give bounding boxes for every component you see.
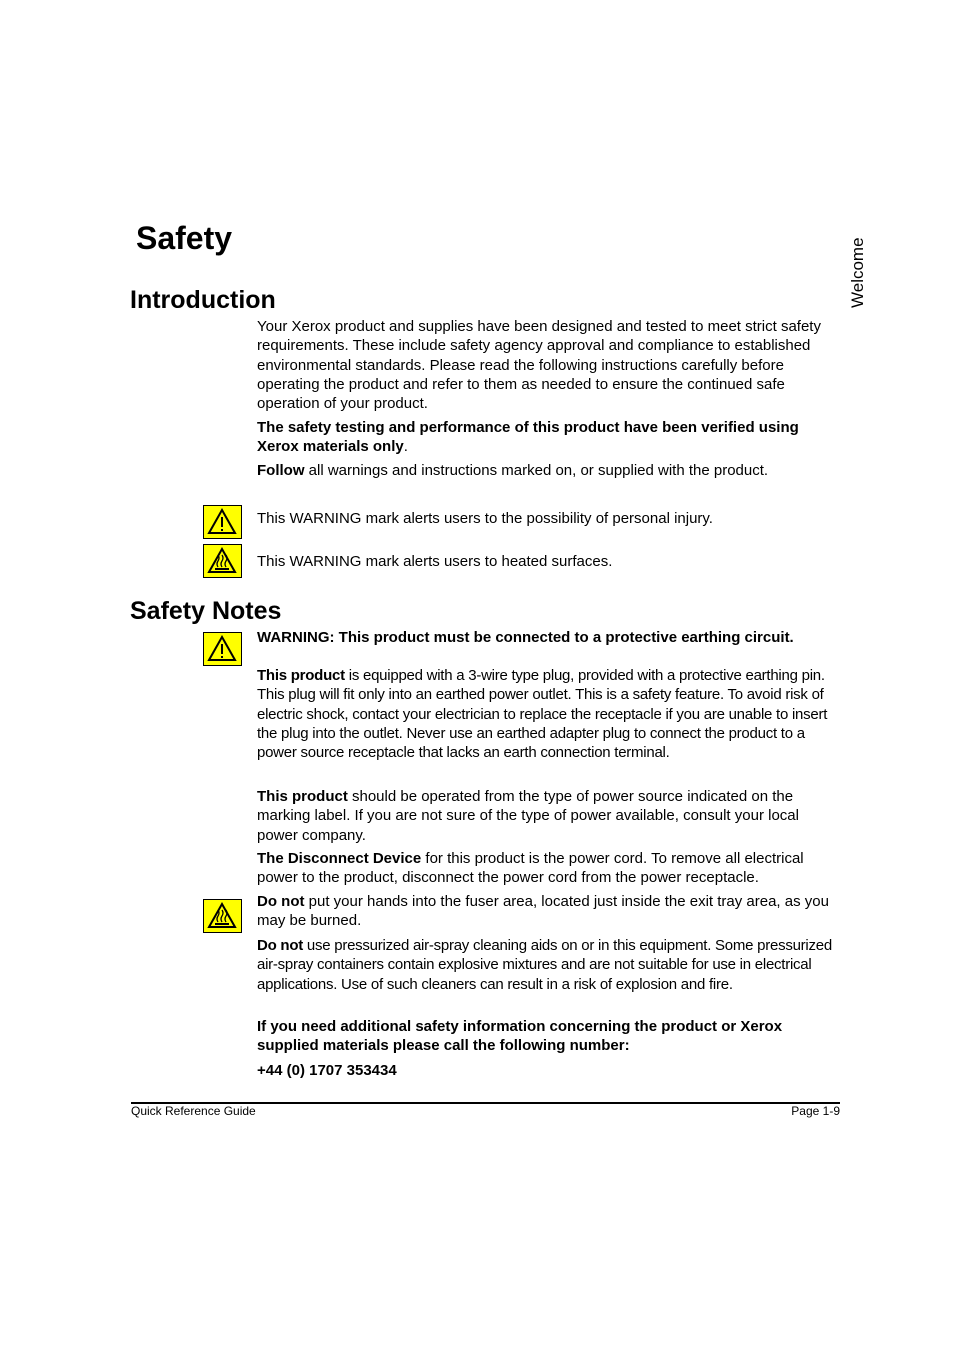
air-spray-paragraph xyxy=(257,936,839,994)
power-source-label: This product xyxy=(257,788,348,805)
phone-number: +44 (0) 1707 353434 xyxy=(257,1062,397,1079)
page-title: Safety xyxy=(136,220,233,256)
hot-surface-icon xyxy=(203,899,242,933)
disconnect-text: for this product is the power cord. To remove all electrical power to the product, disconnect the power cord from the power receptacle. xyxy=(257,850,804,887)
verified-materials-period: . xyxy=(403,438,408,456)
disconnect-paragraph xyxy=(257,849,839,888)
warning-triangle-icon xyxy=(203,505,242,539)
air-spray-text: use pressurized air-spray cleaning aids on or in this equipment. Some pressurized air-spray containers contain explosive mixtures and are not suitable for use in electrical applications. Use of such cleaners can result in a risk of explosion and fire. xyxy=(257,937,832,993)
hot-surface-icon xyxy=(203,544,242,578)
introduction-heading: Introduction xyxy=(130,286,276,314)
fuser-text: put your hands into the fuser area, located just inside the exit tray area, as you may be burned. xyxy=(257,893,829,930)
plug-paragraph xyxy=(257,666,839,762)
fuser-label: Do not xyxy=(257,893,305,910)
plug-label: This product xyxy=(257,667,345,684)
disconnect-label: The Disconnect Device xyxy=(257,850,422,867)
fuser-paragraph xyxy=(257,892,839,931)
follow-warnings-paragraph xyxy=(257,461,839,480)
power-source-text: should be operated from the type of power source indicated on the marking label. If you are not sure of the type of power available, consult your local power company. xyxy=(257,788,799,844)
warning-triangle-icon xyxy=(203,632,242,666)
heat-warning-text: This WARNING mark alerts users to heated surfaces. xyxy=(257,553,613,570)
verified-materials-paragraph xyxy=(257,418,839,457)
general-warning-text: This WARNING mark alerts users to the possibility of personal injury. xyxy=(257,510,713,527)
verified-materials-text: The safety testing and performance of this product have been verified using Xerox materials only xyxy=(257,419,799,456)
follow-text: all warnings and instructions marked on, or supplied with the product. xyxy=(304,462,769,479)
footer-page-number: Page 1-9 xyxy=(791,1104,840,1118)
follow-label: Follow xyxy=(257,462,305,479)
contact-paragraph: If you need additional safety information concerning the product or Xerox supplied materials please call the following number: xyxy=(257,1018,783,1055)
power-source-paragraph xyxy=(257,787,839,845)
intro-paragraph: Your Xerox product and supplies have been designed and tested to meet strict safety requirements. These include safety agency approval and compliance to established environmental standards. Please read the following instructions carefully before operating the product and refer to them as needed to ensure the continued safe operation of your product. xyxy=(257,318,821,413)
footer-guide-title: Quick Reference Guide xyxy=(131,1104,256,1118)
section-tab-label: Welcome xyxy=(848,237,867,308)
safety-notes-heading: Safety Notes xyxy=(130,597,282,625)
air-spray-label: Do not xyxy=(257,937,303,954)
plug-text: is equipped with a 3-wire type plug, provided with a protective earthing pin. This plug will fit only into an earthed power outlet. This is a safety feature. To avoid risk of electric shock, contact your electrician to replace the receptacle if you are unable to insert the plug into the outlet. Never use an earthed adapter plug to connect the product to a power source receptacle that lacks an earth connection terminal. xyxy=(257,667,828,762)
earthing-warning-text: WARNING: This product must be connected to a protective earthing circuit. xyxy=(257,629,794,646)
